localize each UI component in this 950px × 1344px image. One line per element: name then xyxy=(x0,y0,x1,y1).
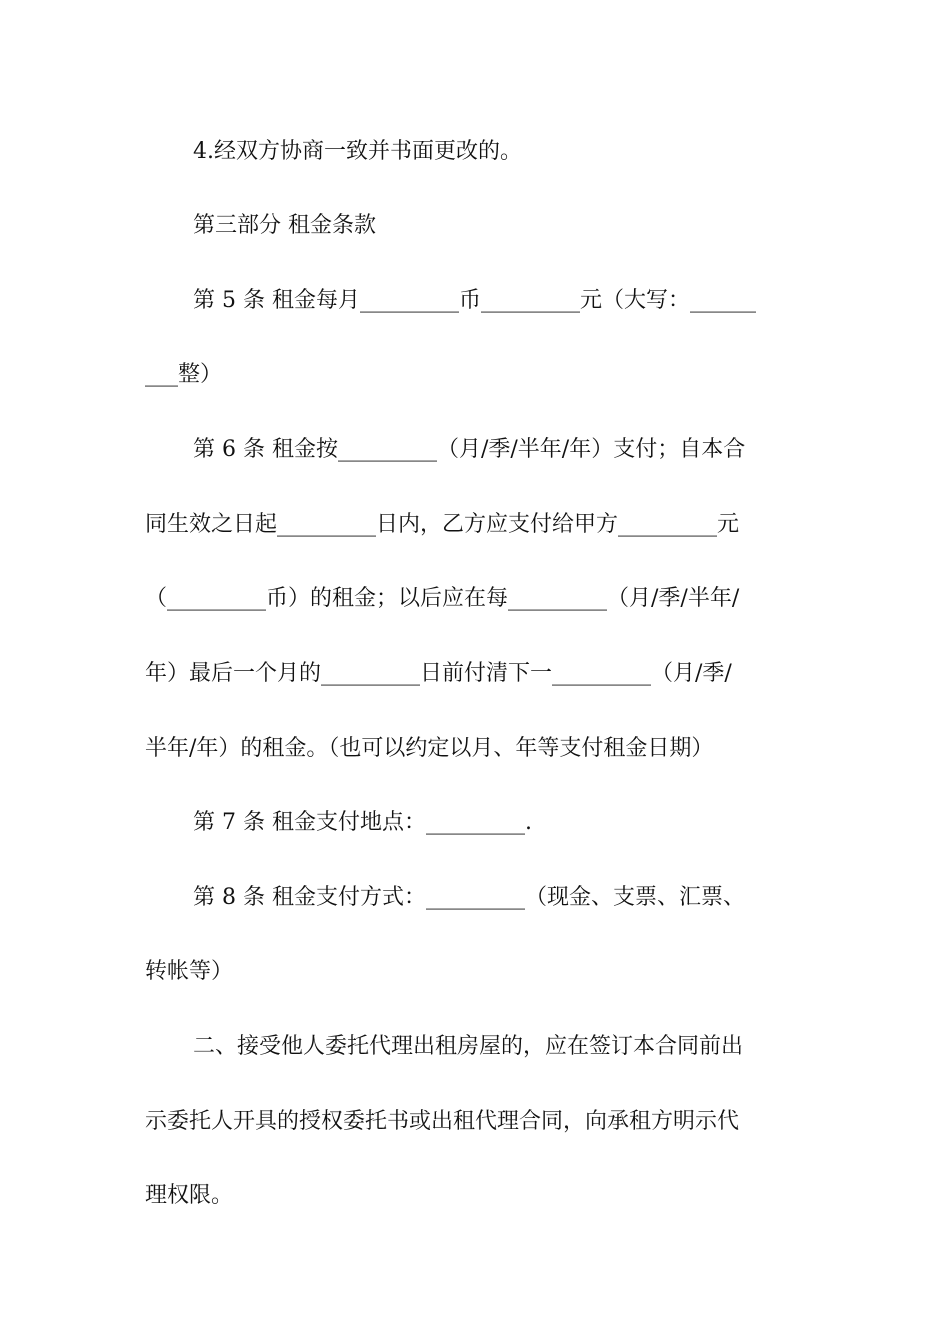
article-8-line-2: 转帐等） xyxy=(145,959,234,984)
article-5-line-2: ___整） xyxy=(145,362,223,387)
article-6-line-4: 年）最后一个月的_________日前付清下一_________（月/季/ xyxy=(145,661,732,686)
section-two-line-1: 二、接受他人委托代理出租房屋的，应在签订本合同前出 xyxy=(193,1034,744,1059)
section-heading-rent-terms: 第三部分 租金条款 xyxy=(193,213,376,238)
article-6-line-1: 第 6 条 租金按_________（月/季/半年/年）支付；自本合 xyxy=(193,437,746,462)
section-two-line-2: 示委托人开具的授权委托书或出租代理合同，向承租方明示代 xyxy=(145,1109,740,1134)
article-5-line-1: 第 5 条 租金每月_________币_________元（大写：______ xyxy=(193,288,756,313)
clause-line-1: 4.经双方协商一致并书面更改的。 xyxy=(193,139,522,164)
article-6-line-5: 半年/年）的租金。（也可以约定以月、年等支付租金日期） xyxy=(145,736,714,761)
article-8-line-1: 第 8 条 租金支付方式：_________（现金、支票、汇票、 xyxy=(193,885,745,910)
article-7-line: 第 7 条 租金支付地点：_________. xyxy=(193,810,532,835)
section-two-line-3: 理权限。 xyxy=(145,1183,234,1208)
article-6-line-2: 同生效之日起_________日内，乙方应支付给甲方_________元 xyxy=(145,512,740,537)
article-6-line-3: （_________币）的租金；以后应在每_________（月/季/半年/ xyxy=(145,586,740,611)
